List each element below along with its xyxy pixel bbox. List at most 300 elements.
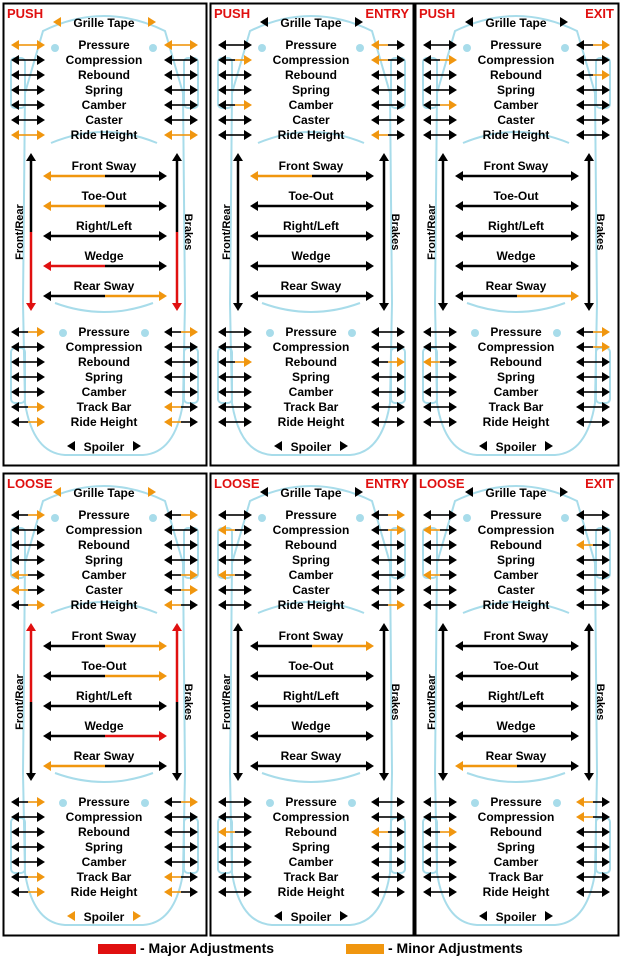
rear-setting-label: Compression [477,810,555,824]
front-right-adjuster-head-right [190,555,198,565]
front-left-adjuster-head-left [218,40,226,50]
rear-setting-label: Compression [272,340,350,354]
front-right-wheel [391,528,405,578]
rear-right-adjuster-head-left [371,357,379,367]
front-right-adjuster-head-right [397,555,405,565]
rear-setting-label: Pressure [490,795,542,809]
front-left-adjuster-head-right [244,555,252,565]
rear-right-adjuster-head-left [576,827,584,837]
front-left-adjuster-head-right [37,70,45,80]
front-rear-arrow-head-bottom [438,773,448,781]
rear-left-adjuster-head-left [218,327,226,337]
panel-title-left: PUSH [214,6,251,21]
rear-setting-label: Pressure [78,795,130,809]
front-right-adjuster-head-left [371,55,379,65]
front-rear-label: Front/Rear [14,674,26,730]
minor-swatch [346,944,384,954]
front-left-adjuster-head-right [37,540,45,550]
front-setting-label: Camber [288,98,334,112]
rear-right-adjuster-head-right [190,387,198,397]
middle-adjuster-head-left [43,701,51,711]
rear-left-adjuster-head-left [11,857,19,867]
rear-left-adjuster-head-left [218,842,226,852]
brakes-arrow-head-bottom [584,773,594,781]
rear-setting-label: Camber [493,855,539,869]
rear-right-light [141,799,149,807]
middle-label: Toe-Out [288,189,334,203]
rear-left-adjuster-head-left [11,887,19,897]
rear-left-adjuster-head-right [244,417,252,427]
front-right-adjuster-head-right [602,40,610,50]
front-left-wheel [11,58,25,108]
brakes-arrow-head-bottom [172,773,182,781]
front-left-adjuster-head-right [449,85,457,95]
rear-left-adjuster-head-left [11,327,19,337]
middle-label: Front Sway [483,629,549,643]
middle-adjuster-head-right [366,701,374,711]
spoiler-label: Spoiler [290,440,332,454]
rear-left-adjuster-head-left [218,372,226,382]
rear-window [262,773,360,782]
front-left-headlight [463,514,471,522]
front-setting-label: Ride Height [482,598,550,612]
rear-left-adjuster-head-left [11,357,19,367]
rear-right-adjuster-head-left [371,372,379,382]
front-setting-label: Ride Height [70,598,138,612]
rear-right-adjuster-head-right [397,327,405,337]
front-left-adjuster-head-left [11,510,19,520]
rear-right-adjuster-head-right [190,417,198,427]
rear-setting-label: Ride Height [70,415,138,429]
middle-label: Rear Sway [485,279,547,293]
rear-left-adjuster-head-right [37,797,45,807]
rear-left-adjuster-head-right [244,887,252,897]
front-rear-label: Front/Rear [14,204,26,260]
front-rear-arrow-head-top [26,623,36,631]
front-right-adjuster-head-right [190,600,198,610]
middle-adjuster-head-right [159,291,167,301]
rear-left-adjuster-head-left [218,857,226,867]
rear-setting-label: Rebound [490,825,542,839]
rear-left-adjuster-head-left [423,842,431,852]
front-right-adjuster-head-right [397,70,405,80]
rear-right-adjuster-head-right [602,357,610,367]
brakes-arrow-head-top [379,623,389,631]
rear-right-adjuster-head-left [576,402,584,412]
front-right-adjuster-head-left [576,570,584,580]
rear-left-adjuster-head-right [449,327,457,337]
front-left-adjuster-head-left [218,85,226,95]
spoiler-left-arrow [67,911,75,921]
front-right-adjuster-head-left [164,570,172,580]
rear-left-adjuster-head-left [11,797,19,807]
front-rear-arrow-head-top [26,153,36,161]
front-setting-label: Spring [292,83,330,97]
rear-right-adjuster-head-right [602,417,610,427]
rear-right-adjuster-head-left [371,812,379,822]
front-setting-label: Camber [81,568,127,582]
front-right-adjuster-head-left [371,555,379,565]
front-right-adjuster-head-left [576,130,584,140]
middle-adjuster-head-right [366,731,374,741]
rear-left-adjuster-head-left [11,417,19,427]
rear-right-adjuster-head-left [576,357,584,367]
middle-label: Wedge [496,249,536,263]
front-rear-arrow-head-bottom [438,303,448,311]
front-setting-label: Caster [497,113,535,127]
front-left-adjuster-head-left [11,115,19,125]
spoiler-right-arrow [545,911,553,921]
middle-label: Front Sway [71,159,137,173]
middle-adjuster-head-right [571,231,579,241]
brakes-arrow-head-top [172,623,182,631]
rear-setting-label: Camber [288,385,334,399]
front-right-adjuster-head-left [164,100,172,110]
spoiler-label: Spoiler [290,910,332,924]
front-left-adjuster-head-right [449,570,457,580]
front-left-adjuster-head-right [37,600,45,610]
spoiler-right-arrow [133,441,141,451]
front-left-adjuster-head-left [11,40,19,50]
rear-setting-label: Rebound [285,355,337,369]
rear-right-adjuster-head-left [164,812,172,822]
front-setting-label: Spring [85,553,123,567]
middle-adjuster-head-right [159,671,167,681]
rear-left-adjuster-head-right [37,372,45,382]
rear-left-light [471,799,479,807]
middle-adjuster-head-right [366,171,374,181]
brakes-label: Brakes [389,683,401,721]
front-setting-label: Camber [493,98,539,112]
spoiler-left-arrow [67,441,75,451]
front-setting-label: Compression [272,53,350,67]
rear-left-adjuster-head-right [37,887,45,897]
front-left-adjuster-head-right [449,525,457,535]
rear-right-adjuster-head-right [397,842,405,852]
front-right-adjuster-head-left [576,525,584,535]
front-left-adjuster-head-left [11,585,19,595]
rear-right-adjuster-head-right [190,357,198,367]
front-right-adjuster-head-left [371,130,379,140]
front-left-adjuster-head-right [449,540,457,550]
front-left-adjuster-head-right [449,40,457,50]
rear-left-adjuster-head-left [11,387,19,397]
brakes-label: Brakes [182,683,194,721]
rear-right-adjuster-head-right [397,887,405,897]
front-left-adjuster-head-left [218,510,226,520]
rear-left-adjuster-head-right [449,842,457,852]
spoiler-right-arrow [545,441,553,451]
front-right-adjuster-head-left [576,585,584,595]
spoiler-left-arrow [274,441,282,451]
front-right-adjuster-head-right [190,525,198,535]
rear-left-adjuster-head-right [37,327,45,337]
middle-label: Wedge [496,719,536,733]
middle-label: Front Sway [71,629,137,643]
middle-adjuster-head-left [43,261,51,271]
rear-left-adjuster-head-right [449,387,457,397]
rear-right-adjuster-head-left [371,402,379,412]
spoiler-right-arrow [340,441,348,451]
rear-right-adjuster-head-right [397,797,405,807]
rear-right-adjuster-head-right [190,327,198,337]
rear-left-adjuster-head-right [244,357,252,367]
front-right-adjuster-head-right [602,55,610,65]
middle-adjuster-head-right [571,641,579,651]
middle-label: Right/Left [76,219,132,233]
spoiler-label: Spoiler [495,440,537,454]
middle-label: Wedge [291,719,331,733]
rear-setting-label: Spring [497,370,535,384]
front-right-adjuster-head-left [164,600,172,610]
middle-label: Right/Left [488,689,544,703]
front-right-adjuster-head-right [190,130,198,140]
front-right-adjuster-head-right [397,540,405,550]
front-setting-label: Ride Height [277,128,345,142]
rear-right-adjuster-head-left [576,887,584,897]
middle-adjuster-head-left [250,701,258,711]
front-left-wheel [218,58,232,108]
spoiler-label: Spoiler [495,910,537,924]
front-right-adjuster-head-left [164,55,172,65]
rear-left-adjuster-head-right [244,857,252,867]
middle-adjuster-head-right [571,731,579,741]
rear-setting-label: Compression [65,810,143,824]
rear-window [262,303,360,312]
setup-panel-1 [4,4,207,466]
front-right-adjuster-head-right [190,510,198,520]
rear-left-light [59,329,67,337]
rear-left-adjuster-head-left [423,827,431,837]
rear-right-adjuster-head-left [164,842,172,852]
front-right-wheel [596,528,610,578]
front-left-adjuster-head-right [37,55,45,65]
front-left-wheel [11,528,25,578]
front-left-adjuster-head-right [37,100,45,110]
rear-setting-label: Rebound [285,825,337,839]
rear-left-adjuster-head-left [218,797,226,807]
front-rear-label: Front/Rear [221,674,233,730]
middle-adjuster-head-left [250,671,258,681]
rear-right-adjuster-head-left [164,357,172,367]
grille-tape-label: Grille Tape [485,486,547,500]
rear-right-adjuster-head-left [371,342,379,352]
middle-adjuster-head-right [571,761,579,771]
panel-title-left: PUSH [419,6,456,21]
front-right-adjuster-head-right [190,540,198,550]
rear-right-adjuster-head-left [576,872,584,882]
rear-right-adjuster-head-right [190,857,198,867]
front-setting-label: Caster [292,583,330,597]
panel-title-right: EXIT [585,6,614,21]
front-left-adjuster-head-left [218,130,226,140]
middle-adjuster-head-left [455,701,463,711]
rear-right-adjuster-head-left [576,857,584,867]
rear-left-adjuster-head-left [218,387,226,397]
rear-setting-label: Track Bar [283,870,339,884]
rear-right-adjuster-head-left [371,887,379,897]
front-left-adjuster-head-left [423,510,431,520]
front-left-adjuster-head-left [11,85,19,95]
front-right-adjuster-head-left [576,55,584,65]
middle-adjuster-head-right [159,761,167,771]
front-left-adjuster-head-right [449,130,457,140]
rear-right-adjuster-head-left [576,372,584,382]
front-right-adjuster-head-left [371,585,379,595]
middle-adjuster-head-right [366,261,374,271]
front-left-adjuster-head-right [37,115,45,125]
rear-right-adjuster-head-left [164,402,172,412]
rear-left-adjuster-head-right [449,417,457,427]
front-rear-label: Front/Rear [426,674,438,730]
rear-setting-label: Pressure [285,795,337,809]
middle-adjuster-head-right [159,731,167,741]
setup-panel-6 [416,474,619,936]
rear-setting-label: Ride Height [70,885,138,899]
front-right-adjuster-head-right [397,600,405,610]
rear-left-adjuster-head-right [244,372,252,382]
front-right-adjuster-head-left [576,70,584,80]
panel-title-right: EXIT [585,476,614,491]
legend-major-label: - Major Adjustments [140,940,275,956]
rear-right-light [141,329,149,337]
middle-adjuster-head-left [455,641,463,651]
front-left-adjuster-head-left [218,70,226,80]
front-right-adjuster-head-left [164,70,172,80]
rear-setting-label: Camber [81,855,127,869]
front-left-adjuster-head-left [218,525,226,535]
front-setting-label: Rebound [490,68,542,82]
setup-panel-4 [4,474,207,936]
panel-title-right: ENTRY [365,476,409,491]
spoiler-label: Spoiler [83,910,125,924]
rear-left-adjuster-head-right [449,857,457,867]
front-left-adjuster-head-left [218,600,226,610]
rear-left-adjuster-head-right [244,327,252,337]
front-right-headlight [149,44,157,52]
rear-setting-label: Compression [272,810,350,824]
front-rear-label: Front/Rear [426,204,438,260]
front-right-headlight [561,514,569,522]
middle-label: Rear Sway [73,749,135,763]
middle-adjuster-head-left [455,201,463,211]
rear-left-adjuster-head-right [244,387,252,397]
spoiler-right-arrow [340,911,348,921]
rear-setting-label: Camber [288,855,334,869]
middle-adjuster-head-left [250,171,258,181]
front-left-adjuster-head-right [449,55,457,65]
middle-label: Rear Sway [280,279,342,293]
middle-adjuster-head-left [43,231,51,241]
front-left-adjuster-head-right [244,70,252,80]
panel-title-left: LOOSE [7,476,53,491]
front-left-adjuster-head-right [244,600,252,610]
rear-setting-label: Spring [292,840,330,854]
rear-left-adjuster-head-right [37,402,45,412]
spoiler-left-arrow [479,911,487,921]
front-setting-label: Caster [85,113,123,127]
front-setting-label: Camber [493,568,539,582]
front-left-adjuster-head-left [218,55,226,65]
front-right-adjuster-head-right [397,85,405,95]
rear-right-adjuster-head-right [397,372,405,382]
rear-setting-label: Camber [493,385,539,399]
rear-right-adjuster-head-right [190,842,198,852]
rear-left-adjuster-head-right [244,797,252,807]
middle-adjuster-head-right [159,201,167,211]
front-left-adjuster-head-right [449,555,457,565]
rear-setting-label: Rebound [490,355,542,369]
middle-adjuster-head-left [250,291,258,301]
middle-label: Wedge [84,249,124,263]
front-setting-label: Pressure [285,508,337,522]
rear-right-adjuster-head-right [190,372,198,382]
rear-left-light [266,329,274,337]
front-setting-label: Caster [85,583,123,597]
front-left-wheel [423,58,437,108]
legend-minor-label: - Minor Adjustments [388,940,523,956]
middle-adjuster-head-left [250,731,258,741]
middle-adjuster-head-right [159,261,167,271]
middle-adjuster-head-right [571,291,579,301]
front-right-adjuster-head-right [397,130,405,140]
middle-label: Toe-Out [81,659,127,673]
front-left-adjuster-head-right [449,510,457,520]
rear-right-light [348,799,356,807]
front-left-adjuster-head-left [11,555,19,565]
rear-right-adjuster-head-left [371,387,379,397]
rear-right-adjuster-head-left [164,342,172,352]
rear-left-adjuster-head-right [449,887,457,897]
front-left-adjuster-head-right [37,85,45,95]
rear-right-adjuster-head-left [576,387,584,397]
rear-left-light [266,799,274,807]
panel-title-right: ENTRY [365,6,409,21]
brakes-arrow-head-bottom [172,303,182,311]
middle-adjuster-head-right [571,261,579,271]
rear-right-adjuster-head-left [371,827,379,837]
rear-left-adjuster-head-right [449,797,457,807]
middle-adjuster-head-left [455,761,463,771]
rear-right-light [553,799,561,807]
panel-title-left: LOOSE [214,476,260,491]
middle-label: Wedge [84,719,124,733]
front-left-adjuster-head-right [244,115,252,125]
front-left-adjuster-head-left [423,585,431,595]
middle-adjuster-head-right [571,171,579,181]
middle-adjuster-head-right [366,231,374,241]
rear-left-adjuster-head-right [244,342,252,352]
front-right-adjuster-head-left [371,540,379,550]
middle-label: Front Sway [278,629,344,643]
rear-setting-label: Track Bar [488,400,544,414]
front-setting-label: Compression [477,523,555,537]
major-swatch [98,944,136,954]
front-right-adjuster-head-right [190,115,198,125]
front-left-wheel [423,528,437,578]
front-right-adjuster-head-right [397,585,405,595]
front-setting-label: Rebound [285,538,337,552]
front-right-adjuster-head-right [190,40,198,50]
rear-right-adjuster-head-left [576,842,584,852]
rear-left-adjuster-head-right [37,812,45,822]
middle-adjuster-head-left [455,261,463,271]
middle-label: Right/Left [76,689,132,703]
rear-right-adjuster-head-left [164,857,172,867]
front-left-adjuster-head-right [449,100,457,110]
rear-left-adjuster-head-left [218,827,226,837]
front-left-adjuster-head-right [37,585,45,595]
